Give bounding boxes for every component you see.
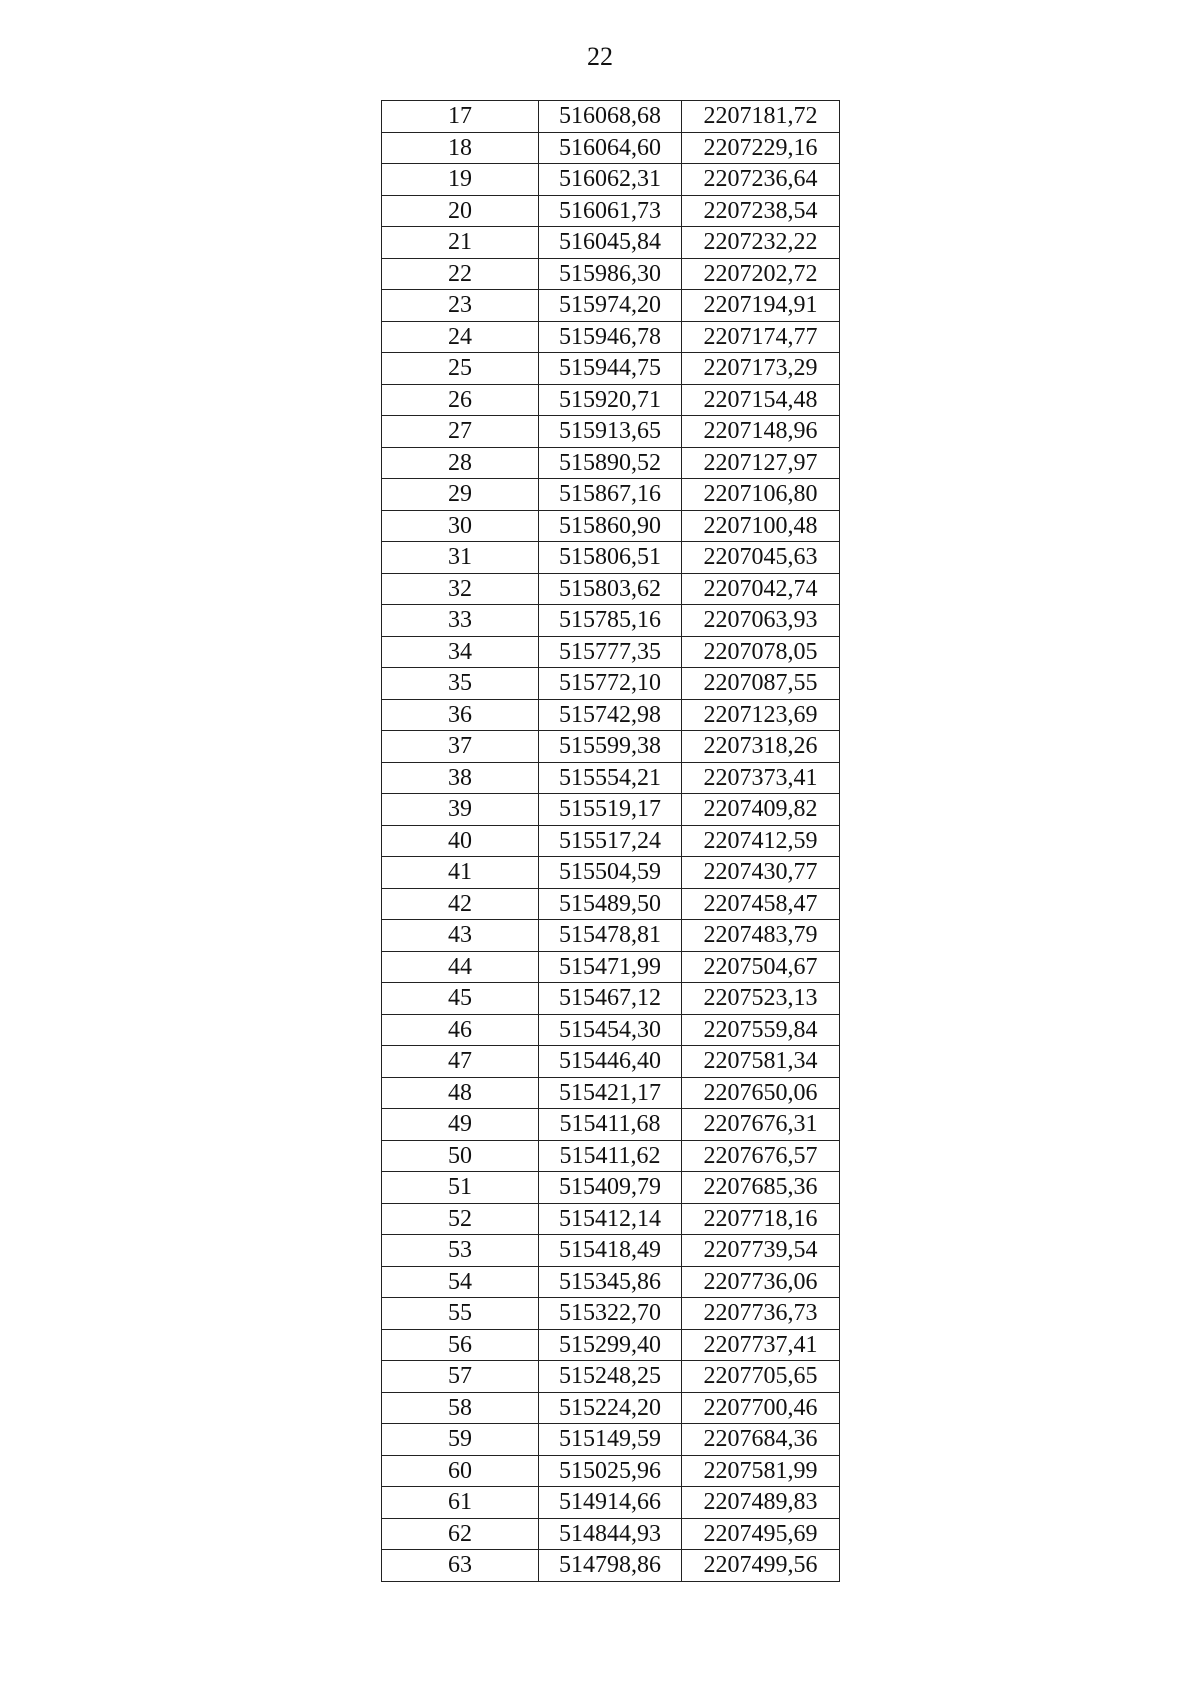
point-number-cell: 52 [382,1203,539,1235]
table-row [382,416,840,448]
x-coordinate-cell: 515467,12 [539,983,682,1015]
y-coordinate-cell: 2207676,57 [682,1140,840,1172]
point-number-cell: 56 [382,1329,539,1361]
y-coordinate-cell: 2207685,36 [682,1172,840,1204]
table-row [382,762,840,794]
y-coordinate-cell: 2207736,06 [682,1266,840,1298]
point-number-cell: 55 [382,1298,539,1330]
point-number-cell: 19 [382,164,539,196]
point-number-cell: 46 [382,1014,539,1046]
table-row [382,1046,840,1078]
point-number-cell: 18 [382,132,539,164]
x-coordinate-cell: 515446,40 [539,1046,682,1078]
y-coordinate-cell: 2207106,80 [682,479,840,511]
y-coordinate-cell: 2207676,31 [682,1109,840,1141]
table-row [382,227,840,259]
x-coordinate-cell: 515504,59 [539,857,682,889]
y-coordinate-cell: 2207232,22 [682,227,840,259]
y-coordinate-cell: 2207194,91 [682,290,840,322]
point-number-cell: 37 [382,731,539,763]
x-coordinate-cell: 515913,65 [539,416,682,448]
table-row [382,447,840,479]
table-row [382,1140,840,1172]
table-row [382,794,840,826]
y-coordinate-cell: 2207581,99 [682,1455,840,1487]
table-row [382,888,840,920]
y-coordinate-cell: 2207581,34 [682,1046,840,1078]
table-row [382,1518,840,1550]
point-number-cell: 50 [382,1140,539,1172]
table-row [382,1014,840,1046]
x-coordinate-cell: 515867,16 [539,479,682,511]
table-row [382,983,840,1015]
y-coordinate-cell: 2207737,41 [682,1329,840,1361]
y-coordinate-cell: 2207739,54 [682,1235,840,1267]
table-row [382,542,840,574]
table-row [382,164,840,196]
x-coordinate-cell: 516062,31 [539,164,682,196]
table-row [382,1266,840,1298]
point-number-cell: 53 [382,1235,539,1267]
table-row [382,1455,840,1487]
point-number-cell: 23 [382,290,539,322]
y-coordinate-cell: 2207483,79 [682,920,840,952]
table-row [382,290,840,322]
point-number-cell: 42 [382,888,539,920]
y-coordinate-cell: 2207499,56 [682,1550,840,1582]
point-number-cell: 57 [382,1361,539,1393]
x-coordinate-cell: 515806,51 [539,542,682,574]
y-coordinate-cell: 2207458,47 [682,888,840,920]
point-number-cell: 44 [382,951,539,983]
y-coordinate-cell: 2207373,41 [682,762,840,794]
y-coordinate-cell: 2207229,16 [682,132,840,164]
table-row [382,353,840,385]
point-number-cell: 26 [382,384,539,416]
point-number-cell: 25 [382,353,539,385]
table-row [382,1487,840,1519]
y-coordinate-cell: 2207430,77 [682,857,840,889]
table-row [382,1109,840,1141]
point-number-cell: 62 [382,1518,539,1550]
point-number-cell: 28 [382,447,539,479]
x-coordinate-cell: 515944,75 [539,353,682,385]
point-number-cell: 32 [382,573,539,605]
point-number-cell: 34 [382,636,539,668]
table-row [382,1392,840,1424]
y-coordinate-cell: 2207173,29 [682,353,840,385]
point-number-cell: 49 [382,1109,539,1141]
point-number-cell: 35 [382,668,539,700]
table-row [382,857,840,889]
y-coordinate-cell: 2207045,63 [682,542,840,574]
point-number-cell: 51 [382,1172,539,1204]
x-coordinate-cell: 515803,62 [539,573,682,605]
y-coordinate-cell: 2207148,96 [682,416,840,448]
y-coordinate-cell: 2207489,83 [682,1487,840,1519]
y-coordinate-cell: 2207318,26 [682,731,840,763]
x-coordinate-cell: 515412,14 [539,1203,682,1235]
x-coordinate-cell: 515742,98 [539,699,682,731]
point-number-cell: 27 [382,416,539,448]
table-row [382,510,840,542]
y-coordinate-cell: 2207495,69 [682,1518,840,1550]
table-row [382,1550,840,1582]
table-row [382,479,840,511]
x-coordinate-cell: 515478,81 [539,920,682,952]
x-coordinate-cell: 516061,73 [539,195,682,227]
point-number-cell: 36 [382,699,539,731]
x-coordinate-cell: 515489,50 [539,888,682,920]
table-row [382,1203,840,1235]
x-coordinate-cell: 515599,38 [539,731,682,763]
x-coordinate-cell: 515149,59 [539,1424,682,1456]
point-number-cell: 17 [382,101,539,133]
y-coordinate-cell: 2207236,64 [682,164,840,196]
x-coordinate-cell: 514844,93 [539,1518,682,1550]
x-coordinate-cell: 515986,30 [539,258,682,290]
x-coordinate-cell: 515345,86 [539,1266,682,1298]
y-coordinate-cell: 2207504,67 [682,951,840,983]
y-coordinate-cell: 2207174,77 [682,321,840,353]
x-coordinate-cell: 515920,71 [539,384,682,416]
y-coordinate-cell: 2207123,69 [682,699,840,731]
table-row [382,731,840,763]
point-number-cell: 41 [382,857,539,889]
x-coordinate-cell: 515974,20 [539,290,682,322]
x-coordinate-cell: 515411,68 [539,1109,682,1141]
y-coordinate-cell: 2207705,65 [682,1361,840,1393]
x-coordinate-cell: 516064,60 [539,132,682,164]
y-coordinate-cell: 2207078,05 [682,636,840,668]
table-row [382,1172,840,1204]
table-row [382,101,840,133]
y-coordinate-cell: 2207087,55 [682,668,840,700]
point-number-cell: 20 [382,195,539,227]
table-row [382,668,840,700]
x-coordinate-cell: 515890,52 [539,447,682,479]
table-row [382,699,840,731]
x-coordinate-cell: 515785,16 [539,605,682,637]
point-number-cell: 47 [382,1046,539,1078]
x-coordinate-cell: 514798,86 [539,1550,682,1582]
y-coordinate-cell: 2207181,72 [682,101,840,133]
y-coordinate-cell: 2207238,54 [682,195,840,227]
x-coordinate-cell: 515860,90 [539,510,682,542]
point-number-cell: 39 [382,794,539,826]
y-coordinate-cell: 2207559,84 [682,1014,840,1046]
x-coordinate-cell: 515471,99 [539,951,682,983]
point-number-cell: 45 [382,983,539,1015]
x-coordinate-cell: 515409,79 [539,1172,682,1204]
y-coordinate-cell: 2207063,93 [682,605,840,637]
y-coordinate-cell: 2207684,36 [682,1424,840,1456]
table-row [382,132,840,164]
x-coordinate-cell: 515248,25 [539,1361,682,1393]
x-coordinate-cell: 515772,10 [539,668,682,700]
x-coordinate-cell: 515025,96 [539,1455,682,1487]
table-row [382,1077,840,1109]
x-coordinate-cell: 515777,35 [539,636,682,668]
point-number-cell: 29 [382,479,539,511]
page-number: 22 [587,42,613,71]
table-row [382,825,840,857]
table-row [382,195,840,227]
x-coordinate-cell: 515224,20 [539,1392,682,1424]
table-row [382,1235,840,1267]
table-row [382,573,840,605]
x-coordinate-cell: 515517,24 [539,825,682,857]
point-number-cell: 43 [382,920,539,952]
point-number-cell: 58 [382,1392,539,1424]
point-number-cell: 22 [382,258,539,290]
point-number-cell: 21 [382,227,539,259]
point-number-cell: 30 [382,510,539,542]
point-number-cell: 31 [382,542,539,574]
table-row [382,1298,840,1330]
coordinates-table-body [382,101,840,1582]
x-coordinate-cell: 514914,66 [539,1487,682,1519]
point-number-cell: 24 [382,321,539,353]
point-number-cell: 54 [382,1266,539,1298]
x-coordinate-cell: 515519,17 [539,794,682,826]
x-coordinate-cell: 515946,78 [539,321,682,353]
x-coordinate-cell: 516068,68 [539,101,682,133]
y-coordinate-cell: 2207650,06 [682,1077,840,1109]
table-row [382,258,840,290]
point-number-cell: 63 [382,1550,539,1582]
point-number-cell: 33 [382,605,539,637]
table-row [382,920,840,952]
y-coordinate-cell: 2207718,16 [682,1203,840,1235]
y-coordinate-cell: 2207154,48 [682,384,840,416]
x-coordinate-cell: 515299,40 [539,1329,682,1361]
y-coordinate-cell: 2207412,59 [682,825,840,857]
y-coordinate-cell: 2207100,48 [682,510,840,542]
y-coordinate-cell: 2207202,72 [682,258,840,290]
table-row [382,636,840,668]
point-number-cell: 61 [382,1487,539,1519]
y-coordinate-cell: 2207736,73 [682,1298,840,1330]
y-coordinate-cell: 2207700,46 [682,1392,840,1424]
table-row [382,1424,840,1456]
table-row [382,384,840,416]
point-number-cell: 59 [382,1424,539,1456]
point-number-cell: 60 [382,1455,539,1487]
x-coordinate-cell: 515411,62 [539,1140,682,1172]
point-number-cell: 38 [382,762,539,794]
point-number-cell: 40 [382,825,539,857]
x-coordinate-cell: 515554,21 [539,762,682,794]
coordinates-table [381,100,840,1582]
point-number-cell: 48 [382,1077,539,1109]
y-coordinate-cell: 2207409,82 [682,794,840,826]
x-coordinate-cell: 515322,70 [539,1298,682,1330]
x-coordinate-cell: 515454,30 [539,1014,682,1046]
table-row [382,605,840,637]
y-coordinate-cell: 2207523,13 [682,983,840,1015]
y-coordinate-cell: 2207042,74 [682,573,840,605]
x-coordinate-cell: 515418,49 [539,1235,682,1267]
table-row [382,321,840,353]
y-coordinate-cell: 2207127,97 [682,447,840,479]
table-row [382,1329,840,1361]
x-coordinate-cell: 515421,17 [539,1077,682,1109]
x-coordinate-cell: 516045,84 [539,227,682,259]
table-row [382,1361,840,1393]
table-row [382,951,840,983]
